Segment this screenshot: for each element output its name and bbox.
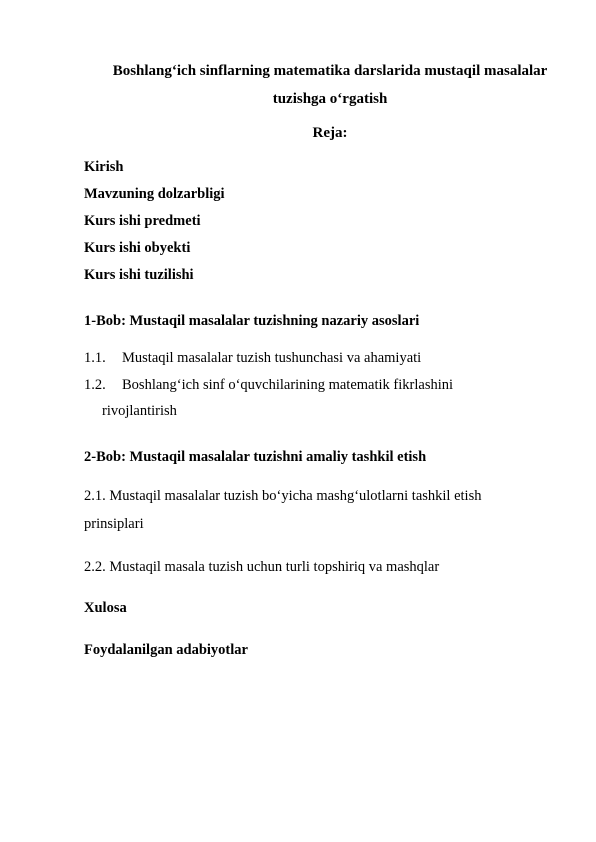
intro-item-structure: Kurs ishi tuzilishi xyxy=(84,267,194,283)
plan-heading: Reja: xyxy=(312,125,348,141)
document-title-line1: Boshlang‘ich sinflarning matematika darslarida mustaqil masalalar xyxy=(112,63,548,79)
section-number: 1.1. xyxy=(84,350,106,366)
intro-item-object: Kurs ishi obyekti xyxy=(84,240,191,256)
intro-item-kirish: Kirish xyxy=(84,159,124,175)
section-1-1 xyxy=(84,348,421,368)
section-1-2-continuation: rivojlantirish xyxy=(102,403,177,419)
section-number: 1.2. xyxy=(84,377,106,393)
conclusion: Xulosa xyxy=(84,600,127,616)
section-text: Boshlang‘ich sinf o‘quvchilarining matematik fikrlashini xyxy=(122,377,454,393)
chapter2-title: 2-Bob: Mustaqil masalalar tuzishni amaliy tashkil etish xyxy=(84,449,427,465)
section-2-1-line1: 2.1. Mustaqil masalalar tuzish bo‘yicha mashg‘ulotlarni tashkil etish xyxy=(84,488,482,504)
references: Foydalanilgan adabiyotlar xyxy=(84,642,248,658)
section-2-1-line2: prinsiplari xyxy=(84,516,144,532)
intro-item-relevance: Mavzuning dolzarbligi xyxy=(84,186,225,202)
section-1-2 xyxy=(84,375,453,395)
document-title-line2: tuzishga o‘rgatish xyxy=(272,91,388,107)
chapter1-title: 1-Bob: Mustaqil masalalar tuzishning nazariy asoslari xyxy=(84,313,420,329)
section-2-2: 2.2. Mustaqil masala tuzish uchun turli topshiriq va mashqlar xyxy=(84,559,440,575)
intro-item-subject: Kurs ishi predmeti xyxy=(84,213,201,229)
section-text: Mustaqil masalalar tuzish tushunchasi va ahamiyati xyxy=(122,350,422,366)
